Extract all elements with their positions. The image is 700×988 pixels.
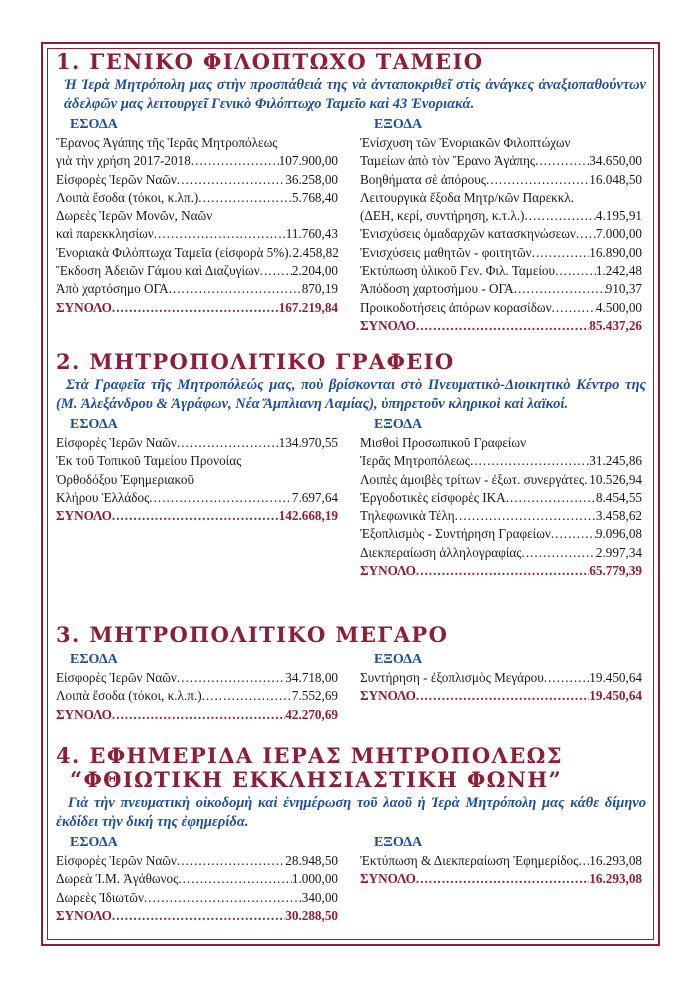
- dot-leader: [202, 687, 292, 705]
- total-row: [56, 706, 338, 724]
- ledger-label: Λοιπὰ ἔσοδα (τόκοι, κ.λπ.): [56, 189, 199, 205]
- ledger-amount: 134.970,55: [278, 435, 338, 450]
- ledger-label: Ἐργοδοτικὲς εἰσφορὲς ΙΚΑ: [360, 489, 506, 505]
- ledger-amount: 16.890,00: [589, 244, 642, 260]
- dot-leader: [416, 562, 589, 580]
- expenses-heading: ΕΞΟΔΑ: [374, 117, 423, 132]
- ledger-label: Κλήρου Ἑλλάδος: [56, 489, 150, 505]
- dot-leader: [524, 207, 595, 225]
- ledger-label: Ἐνισχύσεις ὁμαδαρχῶν κατασκηνώσεων: [360, 226, 576, 242]
- ledger-row: [56, 134, 338, 152]
- dot-leader: [144, 889, 302, 907]
- ledger-row: [360, 507, 642, 525]
- expenses-column: [360, 416, 642, 580]
- dot-leader: [551, 525, 596, 543]
- ledger-row: [56, 669, 338, 687]
- ledger-amount: 5.768,40: [291, 189, 338, 205]
- ledger-amount: 8.454,55: [595, 489, 642, 505]
- ledger-row: [360, 207, 642, 225]
- section-title: 1. ΓΕΝΙΚΟ ΦΙΛΟΠΤΩΧΟ ΤΑΜΕΙΟ: [56, 49, 484, 74]
- expenses-column: [360, 116, 642, 335]
- dot-leader: [169, 280, 302, 298]
- dot-leader: [154, 225, 286, 243]
- income-column: [56, 651, 338, 724]
- dot-leader: [576, 225, 596, 243]
- ledger-amount: 28.948,50: [285, 853, 338, 868]
- ledger-amount: 7.000,00: [595, 226, 642, 242]
- ledger-row: [360, 171, 642, 189]
- ledger-label: Ἀπὸ χαρτόσημο ΟΓΑ: [56, 281, 169, 297]
- dot-leader: [177, 852, 285, 870]
- section-general-poor-fund: [56, 49, 646, 333]
- ledger-row: [360, 189, 642, 207]
- dot-leader: [532, 244, 590, 262]
- ledger-row: [360, 262, 642, 280]
- total-amount: 16.293,08: [589, 871, 642, 887]
- ledger-amount: 910,37: [605, 281, 642, 297]
- total-row: [360, 687, 642, 705]
- ledger-label: Ταμείων ἀπὸ τὸν Ἔρανο Ἀγάπης: [360, 153, 536, 169]
- dot-leader: [416, 870, 589, 888]
- ledger-row: [360, 489, 642, 507]
- dot-leader: [112, 507, 279, 525]
- ledger-amount: 107.900,00: [278, 153, 338, 169]
- expenses-heading: ΕΞΟΔΑ: [374, 835, 423, 850]
- ledger-row: [56, 171, 338, 189]
- ledger-label: Ἐξοπλισμὸς - Συντήρηση Γραφείων: [360, 526, 551, 542]
- ledger-amount: 16.293,08: [589, 853, 642, 868]
- ledger-amount: 7.552,69: [291, 688, 338, 704]
- ledger-label: Εἰσφορὲς Ἱερῶν Ναῶν: [56, 670, 177, 685]
- section-title: 2. ΜΗΤΡΟΠΟΛΙΤΙΚΟ ΓΡΑΦΕΙΟ: [56, 349, 455, 374]
- ledger-row: [360, 434, 642, 452]
- ledger-row: [360, 134, 642, 152]
- ledger-label: γιὰ τὴν χρήση 2017-2018: [56, 153, 191, 169]
- ledger-amount: 2.204,00: [291, 263, 338, 279]
- dot-leader: [177, 171, 285, 189]
- ledger-row: [56, 152, 338, 170]
- total-amount: 19.450,64: [589, 688, 642, 704]
- ledger-label: Ἐκ τοῦ Τοπικοῦ Ταμείου Προνοίας: [56, 453, 242, 469]
- ledger-label: Ἐκτύπωση & Διεκπεραίωση Ἐφημερίδος: [360, 853, 579, 868]
- ledger-row: [56, 434, 338, 452]
- ledger-row: [360, 471, 642, 489]
- dot-leader: [535, 152, 589, 170]
- dot-leader: [486, 171, 589, 189]
- income-heading: ΕΣΟΔΑ: [70, 652, 118, 667]
- ledger-label: Δωρεὲς Ἰδιωτῶν: [56, 889, 144, 905]
- ledger-row: [56, 452, 338, 470]
- ledger-label: Διεκπεραίωση ἀλληλογραφίας: [360, 544, 522, 560]
- ledger-label: Προικοδοτήσεις ἀπόρων κορασίδων: [360, 299, 552, 315]
- total-amount: 65.779,39: [589, 563, 642, 579]
- ledger-row: [360, 452, 642, 470]
- total-amount: 30.288,50: [285, 907, 338, 923]
- ledger-row: [56, 471, 338, 489]
- total-label: ΣΥΝΟΛΟ: [360, 871, 416, 887]
- section-metropolitan-office: [56, 349, 646, 579]
- ledger-row: [56, 244, 338, 262]
- section-title: 4. ΕΦΗΜΕΡΙΔΑ ΙΕΡΑΣ ΜΗΤΡΟΠΟΛΕΩΣ: [56, 743, 563, 768]
- dot-leader: [198, 189, 292, 207]
- dot-leader: [149, 489, 292, 507]
- total-amount: 167.219,84: [278, 299, 338, 315]
- ledger-label: Ἱερᾶς Μητροπόλεως: [360, 453, 470, 469]
- ledger-label: Εἰσφορὲς Ἱερῶν Ναῶν: [56, 171, 177, 187]
- dot-leader: [455, 507, 596, 525]
- ledger-row: [360, 280, 642, 298]
- total-row: [360, 562, 642, 580]
- ledger-label: Ἔρανος Ἀγάπης τῆς Ἱερᾶς Μητροπόλεως: [56, 135, 278, 150]
- ledger-label: Τηλεφωνικὰ Τέλη: [360, 508, 455, 524]
- ledger-amount: 19.450,64: [589, 670, 642, 685]
- total-amount: 85.437,26: [589, 317, 642, 333]
- ledger-amount: 4.195,91: [595, 208, 642, 224]
- ledger-row: [360, 525, 642, 543]
- dot-leader: [514, 280, 606, 298]
- ledger-amount: 16.048,50: [589, 171, 642, 187]
- section-intro: Γιὰ τὴν πνευματικὴ οἰκοδομὴ καὶ ἐνημέρωση τοῦ λαοῦ ἡ Ἱερὰ Μητρόπολη μας κάθε δίμηνο ἐκδίδει τὴν δική της ἐφημερίδα.: [56, 795, 646, 830]
- section-metropolitan-mansion: [56, 623, 646, 731]
- ledger-label: Λοιπὲς ἀμοιβὲς τρίτων - ἐξωτ. συνεργάτες: [360, 471, 585, 487]
- ledger-row: [56, 262, 338, 280]
- ledger-label: (ΔΕΗ, κερί, συντήρηση, κ.τ.λ.): [360, 208, 525, 224]
- ledger-label: Μισθοὶ Προσωπικοῦ Γραφείων: [360, 435, 527, 450]
- ledger-label: Ἐνοριακὰ Φιλόπτωχα Ταμεῖα (εἰσφορὰ 5%): [56, 244, 289, 260]
- ledger-amount: 1.242,48: [595, 263, 642, 279]
- ledger-label: Δωρεὰ Ἱ.Μ. Ἀγάθωνος: [56, 871, 179, 887]
- total-label: ΣΥΝΟΛΟ: [56, 299, 112, 315]
- ledger-label: καὶ παρεκκλησίων: [56, 226, 154, 242]
- ledger-label: Ἐνισχύσεις μαθητῶν - φοιτητῶν: [360, 244, 532, 260]
- expenses-column: [360, 834, 642, 889]
- total-label: ΣΥΝΟΛΟ: [360, 563, 416, 579]
- dot-leader: [544, 669, 589, 687]
- ledger-row: [360, 152, 642, 170]
- dot-leader: [578, 852, 589, 870]
- expenses-heading: ΕΞΟΔΑ: [374, 417, 423, 432]
- dot-leader: [552, 299, 596, 317]
- income-heading: ΕΣΟΔΑ: [70, 417, 118, 432]
- ledger-label: Ἐκτύπωση ὑλικοῦ Γεν. Φιλ. Ταμείου: [360, 263, 556, 279]
- dot-leader: [416, 317, 589, 335]
- total-label: ΣΥΝΟΛΟ: [360, 317, 416, 333]
- ledger-row: [360, 225, 642, 243]
- ledger-amount: 1.000,00: [291, 871, 338, 887]
- ledger-row: [56, 280, 338, 298]
- ledger-amount: 3.458,62: [595, 508, 642, 524]
- ledger-amount: 340,00: [301, 889, 338, 905]
- expenses-column: [360, 651, 642, 706]
- total-label: ΣΥΝΟΛΟ: [56, 706, 112, 722]
- total-row: [56, 507, 338, 525]
- dot-leader: [470, 452, 589, 470]
- dot-leader: [260, 262, 292, 280]
- total-row: [56, 907, 338, 925]
- ledger-row: [360, 299, 642, 317]
- income-heading: ΕΣΟΔΑ: [70, 835, 118, 850]
- total-label: ΣΥΝΟΛΟ: [56, 508, 112, 524]
- ledger-label: Ὀρθοδόξου Ἐφημεριακοῦ: [56, 471, 195, 487]
- dot-leader: [177, 434, 279, 452]
- expenses-heading: ΕΞΟΔΑ: [374, 652, 423, 667]
- dot-leader: [112, 706, 285, 724]
- ledger-row: [56, 225, 338, 243]
- total-label: ΣΥΝΟΛΟ: [360, 688, 416, 704]
- ledger-label: Ἀπόδοση χαρτοσήμου - ΟΓΑ: [360, 281, 514, 297]
- ledger-row: [56, 687, 338, 705]
- ledger-label: Ἔκδοση Ἀδειῶν Γάμου καὶ Διαζυγίων: [56, 263, 260, 279]
- dot-leader: [112, 299, 279, 317]
- section-newspaper: [56, 744, 646, 934]
- ledger-label: Εἰσφορὲς Ἱερῶν Ναῶν: [56, 435, 177, 450]
- ledger-amount: 2.458,82: [292, 244, 339, 260]
- income-column: [56, 416, 338, 525]
- ledger-row: [56, 189, 338, 207]
- ledger-row: [56, 489, 338, 507]
- ledger-row: [56, 207, 338, 225]
- dot-leader: [506, 489, 596, 507]
- dot-leader: [555, 262, 596, 280]
- dot-leader: [112, 907, 285, 925]
- dot-leader: [191, 152, 279, 170]
- ledger-amount: 31.245,86: [589, 453, 642, 469]
- ledger-label: Εἰσφορὲς Ἱερῶν Ναῶν: [56, 853, 177, 868]
- ledger-row: [56, 889, 338, 907]
- ledger-row: [360, 244, 642, 262]
- ledger-row: [56, 870, 338, 888]
- ledger-label: Δωρεὲς Ἱερῶν Μονῶν, Ναῶν: [56, 208, 213, 224]
- ledger-amount: 11.760,43: [285, 226, 338, 242]
- section-intro: Στὰ Γραφεῖα τῆς Μητροπόλεώς μας, ποὺ βρίσκονται στὸ Πνευματικὸ-Διοικητικὸ Κέντρο της (Μ. Ἀλεξάνδρου & Ἀγράφων, Νέα Ἄμπλιανη Λαμίας), ὑπηρετοῦν κληρικοὶ καὶ λαϊκοί.: [56, 377, 646, 412]
- total-row: [360, 870, 642, 888]
- ledger-amount: 34.650,00: [589, 153, 642, 169]
- income-heading: ΕΣΟΔΑ: [70, 117, 118, 132]
- dot-leader: [178, 870, 292, 888]
- dot-leader: [177, 669, 285, 687]
- ledger-label: Ἐνίσχυση τῶν Ἐνοριακῶν Φιλοπτώχων: [360, 135, 571, 150]
- ledger-amount: 34.718,00: [285, 670, 338, 685]
- ledger-amount: 7.697,64: [291, 489, 338, 505]
- total-amount: 42.270,69: [285, 706, 338, 722]
- section-intro: Ἡ Ἱερὰ Μητρόπολη μας στὴν προσπάθειά της νὰ ἀνταποκριθεῖ στὶς ἀνάγκες ἀναξιοπαθούντων ἀδελφῶν μας λειτουργεῖ Γενικὸ Φιλόπτωχο Ταμεῖο καὶ 43 Ἐνοριακά.: [64, 77, 646, 112]
- ledger-row: [360, 669, 642, 687]
- income-column: [56, 116, 338, 317]
- section-title: 3. ΜΗΤΡΟΠΟΛΙΤΙΚΟ ΜΕΓΑΡΟ: [56, 622, 449, 647]
- ledger-amount: 870,19: [301, 281, 338, 297]
- ledger-row: [56, 852, 338, 870]
- ledger-label: Βοηθήματα σὲ ἀπόρους: [360, 171, 487, 187]
- total-row: [56, 299, 338, 317]
- ledger-amount: 36.258,00: [285, 171, 338, 187]
- ledger-label: Συντήρηση - ἐξοπλισμὸς Μεγάρου: [360, 670, 544, 685]
- total-amount: 142.668,19: [278, 508, 338, 524]
- total-label: ΣΥΝΟΛΟ: [56, 907, 112, 923]
- ledger-label: Λειτουργικὰ ἔξοδα Μητρ/κῶν Παρεκκλ.: [360, 189, 575, 205]
- ledger-row: [360, 852, 642, 870]
- dot-leader: [416, 687, 589, 705]
- total-row: [360, 317, 642, 335]
- ledger-amount: 10.526,94: [589, 471, 642, 487]
- ledger-amount: 2.997,34: [595, 544, 642, 560]
- ledger-amount: 4.500,00: [595, 299, 642, 315]
- section-subtitle: “ΦΘΙΩΤΙΚΗ ΕΚΚΛΗΣΙΑΣΤΙΚΗ ΦΩΝΗ”: [70, 767, 563, 792]
- dot-leader: [522, 544, 596, 562]
- income-column: [56, 834, 338, 925]
- ledger-row: [360, 544, 642, 562]
- ledger-label: Λοιπὰ ἔσοδα (τόκοι, κ.λ.π.): [56, 688, 202, 704]
- ledger-amount: 9.096,08: [595, 526, 642, 542]
